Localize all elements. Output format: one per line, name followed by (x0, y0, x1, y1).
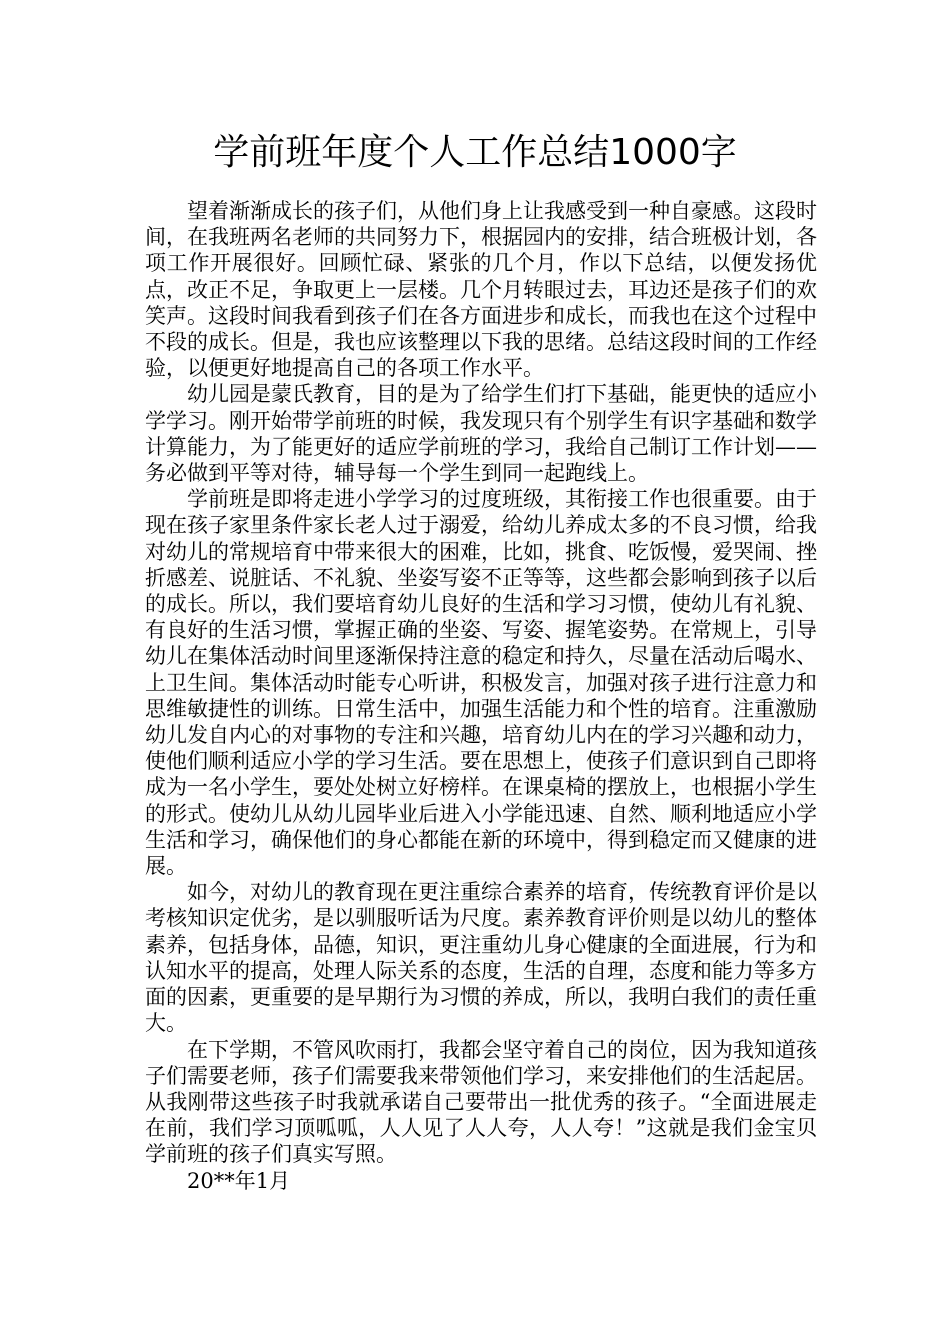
paragraph-3: 学前班是即将走进小学学习的过度班级，其衔接工作也很重要。由于现在孩子家里条件家长老人过于溺爱，给幼儿养成太多的不良习惯，给我对幼儿的常规培育中带来很大的困难，比如，挑食、吃饭慢，爱哭闹、挫折感差、说脏话、不礼貌、坐姿写姿不正等等，这些都会影响到孩子以后的成长。所以，我们要培育幼儿良好的生活和学习习惯，使幼儿有礼貌、有良好的生活习惯，掌握正确的坐姿、写姿、握笔姿势。在常规上，引导幼儿在集体活动时间里逐渐保持注意的稳定和持久，尽量在活动后喝水、上卫生间。集体活动时能专心听讲，积极发言，加强对孩子进行注意力和思维敏捷性的训练。日常生活中，加强生活能力和个性的培育。注重激励幼儿发自内心的对事物的专注和兴趣，培育幼儿内在的学习兴趣和动力，使他们顺利适应小学的学习生活。要在思想上，使孩子们意识到自己即将成为一名小学生，要处处树立好榜样。在课桌椅的摆放上，也根据小学生的形式。使幼儿从幼儿园毕业后进入小学能迅速、自然、顺利地适应小学生活和学习，确保他们的身心都能在新的环境中，得到稳定而又健康的进展。 (145, 487, 817, 879)
paragraph-5: 在下学期，不管风吹雨打，我都会坚守着自己的岗位，因为我知道孩子们需要老师，孩子们需要我来带领他们学习，来安排他们的生活起居。从我刚带这些孩子时我就承诺自己要带出一批优秀的孩子。“全面进展走在前，我们学习顶呱呱，人人见了人人夸，人人夸！”这就是我们金宝贝学前班的孩子们真实写照。 (145, 1037, 817, 1167)
document-body (145, 198, 817, 1194)
document-date: 20**年1月 (187, 1168, 291, 1193)
document-title: 学前班年度个人工作总结1000字 (213, 132, 737, 173)
paragraph-4: 如今，对幼儿的教育现在更注重综合素养的培育，传统教育评价是以考核知识定优劣，是以驯服听话为尺度。素养教育评价则是以幼儿的整体素养，包括身体，品德，知识，更注重幼儿身心健康的全面进展，行为和认知水平的提高，处理人际关系的态度，生活的自理，态度和能力等多方面的因素，更重要的是早期行为习惯的养成，所以，我明白我们的责任重大。 (145, 880, 817, 1036)
paragraph-2: 幼儿园是蒙氏教育，目的是为了给学生们打下基础，能更快的适应小学学习。刚开始带学前班的时候，我发现只有个别学生有识字基础和数学计算能力，为了能更好的适应学前班的学习，我给自己制订工作计划——务必做到平等对待，辅导每一个学生到同一起跑线上。 (145, 382, 817, 486)
paragraph-1: 望着渐渐成长的孩子们，从他们身上让我感受到一种自豪感。这段时间，在我班两名老师的共同努力下，根据园内的安排，结合班极计划，各项工作开展很好。回顾忙碌、紧张的几个月，作以下总结，以便发扬优点，改正不足，争取更上一层楼。几个月转眼过去，耳边还是孩子们的欢笑声。这段时间我看到孩子们在各方面进步和成长，而我也在这个过程中不段的成长。但是，我也应该整理以下我的思绪。总结这段时间的工作经验，以便更好地提高自己的各项工作水平。 (145, 199, 817, 381)
